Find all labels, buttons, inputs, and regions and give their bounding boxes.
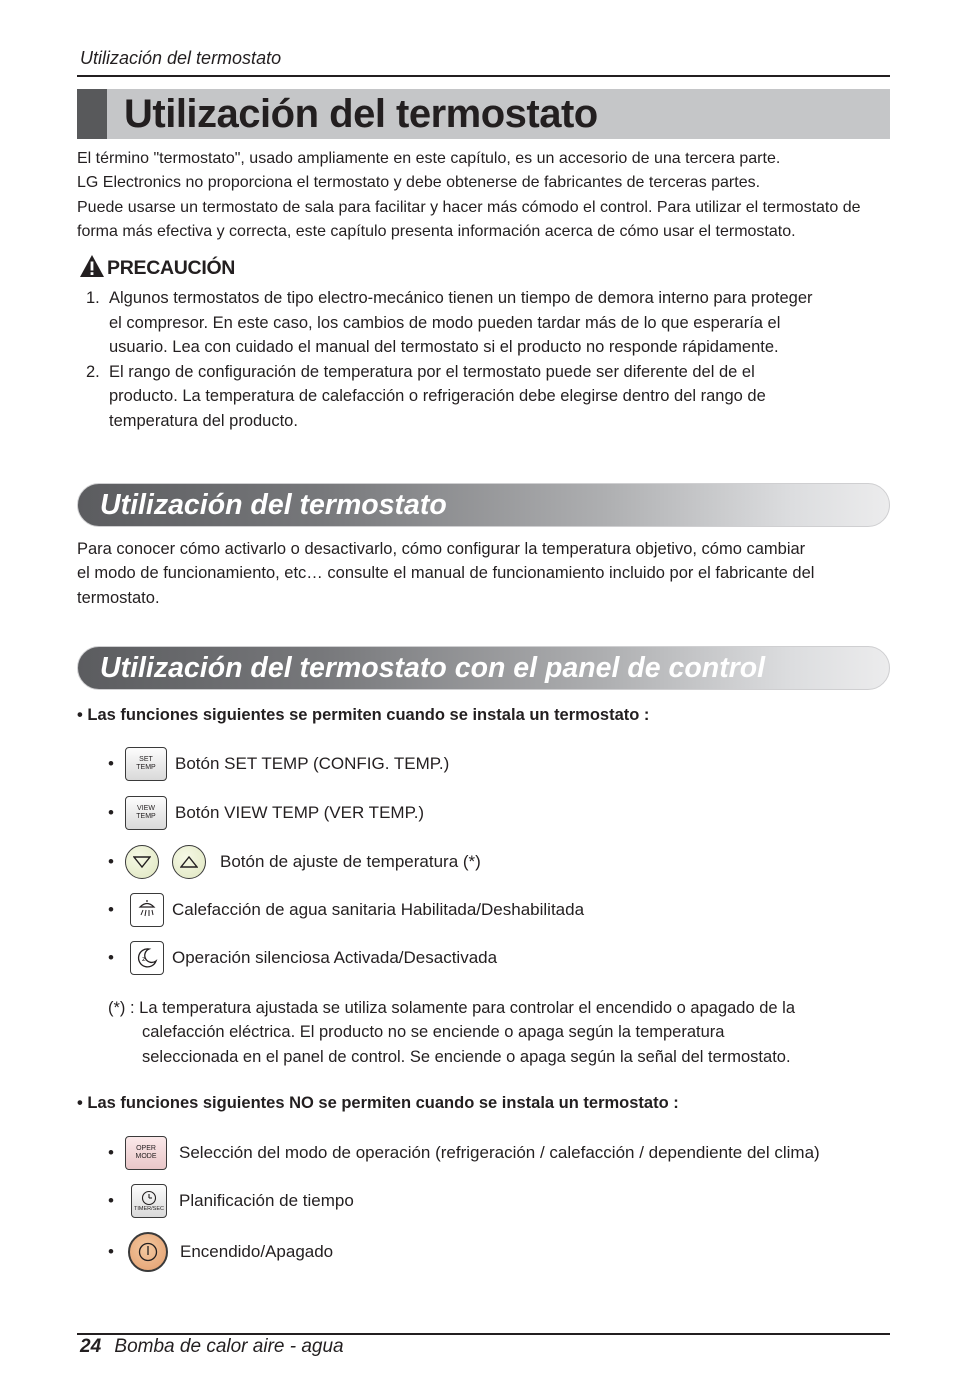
- allowed-item-label: Botón SET TEMP (CONFIG. TEMP.): [175, 754, 450, 773]
- intro-line: Puede usarse un termostato de sala para facilitar y hacer más cómodo el control. Para utilizar el termostato de: [77, 198, 861, 216]
- allowed-item-label: Operación silenciosa Activada/Desactivada: [172, 948, 498, 967]
- not-allowed-item: [108, 1183, 354, 1219]
- section1-paragraph: [77, 537, 892, 610]
- allowed-item-label: Botón VIEW TEMP (VER TEMP.): [175, 803, 425, 822]
- not-allowed-item: [108, 1135, 820, 1171]
- not-allowed-item-label: Encendido/Apagado: [180, 1242, 334, 1261]
- running-header: Utilización del termostato: [80, 48, 282, 68]
- caution-heading: [79, 254, 235, 283]
- footnote-line: calefacción eléctrica. El producto no se enciende o apaga según la temperatura: [142, 1023, 725, 1042]
- title-bar: [77, 89, 890, 139]
- intro-line: forma más efectiva y correcta, este capítulo presenta información acerca de cómo usar el termostato.: [77, 222, 796, 240]
- section1-line: termostato.: [77, 588, 160, 607]
- temp-down-icon: [125, 845, 159, 879]
- caution-list: [86, 286, 886, 433]
- not-allowed-item-label: Planificación de tiempo: [179, 1191, 354, 1210]
- set-temp-button-icon: SET TEMP: [125, 747, 167, 781]
- item-line: usuario. Lea con cuidado el manual del termostato si el producto no responde rápidamente.: [109, 338, 779, 356]
- warning-icon: [79, 254, 105, 283]
- footnote: [108, 996, 898, 1069]
- item-line: El rango de configuración de temperatura por el termostato puede ser diferente del de el: [109, 362, 755, 381]
- section-heading-bar: [77, 483, 890, 527]
- allowed-item: [108, 940, 497, 976]
- footnote-line: seleccionada en el panel de control. Se enciende o apaga según la señal del termostato.: [142, 1047, 791, 1066]
- bullet: •: [108, 1242, 114, 1261]
- header-rule: [77, 75, 890, 77]
- svg-text:z: z: [142, 955, 146, 963]
- not-allowed-item: [108, 1232, 333, 1272]
- section-heading: Utilización del termostato: [100, 489, 447, 521]
- item-number: 2.: [86, 362, 100, 381]
- caution-item: [86, 286, 886, 360]
- item-line: producto. La temperatura de calefacción o refrigeración debe elegirse dentro del rango de: [109, 387, 766, 405]
- silent-moon-icon: [130, 941, 164, 975]
- allowed-item-label: Botón de ajuste de temperatura (*): [220, 852, 481, 871]
- bullet: •: [108, 1143, 114, 1162]
- allowed-item: [108, 746, 449, 782]
- footnote-line: (*) : La temperatura ajustada se utiliza solamente para controlar el encendido o apagado de la: [108, 999, 796, 1017]
- item-line: Algunos termostatos de tipo electro-mecánico tienen un tiempo de demora interno para proteger: [109, 289, 813, 307]
- bullet: •: [108, 754, 114, 773]
- not-allowed-functions-title: • Las funciones siguientes NO se permiten cuando se instala un termostato :: [77, 1094, 679, 1112]
- item-number: 1.: [86, 289, 100, 307]
- allowed-item-label: Calefacción de agua sanitaria Habilitada/Deshabilitada: [172, 900, 585, 919]
- view-temp-button-icon: VIEW TEMP: [125, 796, 167, 830]
- page-footer: [80, 1336, 344, 1358]
- bullet: •: [108, 1191, 114, 1210]
- page-title: Utilización del termostato: [124, 92, 598, 136]
- bullet: •: [108, 852, 114, 871]
- bullet: •: [108, 900, 114, 919]
- section-heading: Utilización del termostato con el panel de control: [100, 652, 766, 684]
- bullet: •: [108, 803, 114, 822]
- section1-line: Para conocer cómo activarlo o desactivarlo, cómo configurar la temperatura objetivo, cómo cambiar: [77, 540, 806, 558]
- item-line: el compresor. En este caso, los cambios de modo pueden tardar más de lo que esperaría el: [109, 313, 781, 332]
- caution-item: [86, 360, 886, 434]
- shower-icon: [130, 893, 164, 927]
- section-heading-bar: [77, 646, 890, 690]
- caution-label: PRECAUCIÓN: [107, 257, 236, 279]
- oper-mode-button-icon: OPER MODE: [125, 1136, 167, 1170]
- footer-rule: [77, 1333, 890, 1335]
- timer-clock-icon: TIMER/SEC: [131, 1184, 167, 1218]
- section1-line: el modo de funcionamiento, etc… consulte el manual de funcionamiento incluido por el fabricante del: [77, 564, 815, 583]
- footer-text: Bomba de calor aire - agua: [114, 1336, 344, 1357]
- title-accent-block: [77, 89, 107, 139]
- allowed-functions-title: • Las funciones siguientes se permiten cuando se instala un termostato :: [77, 706, 650, 724]
- allowed-item: [108, 892, 584, 928]
- not-allowed-item-label: Selección del modo de operación (refrigeración / calefacción / dependiente del clima): [179, 1143, 820, 1162]
- power-icon: [128, 1232, 168, 1272]
- allowed-item: [108, 844, 481, 880]
- intro-paragraph: [77, 147, 892, 244]
- bullet: •: [108, 948, 114, 967]
- intro-line: LG Electronics no proporciona el termostato y debe obtenerse de fabricantes de terceras partes.: [77, 174, 761, 192]
- page-number: 24: [80, 1336, 102, 1357]
- intro-line: El término "termostato", usado ampliamente en este capítulo, es un accesorio de una tercera parte.: [77, 150, 781, 167]
- temp-up-icon: [172, 845, 206, 879]
- item-line: temperatura del producto.: [109, 411, 298, 430]
- allowed-item: [108, 795, 424, 831]
